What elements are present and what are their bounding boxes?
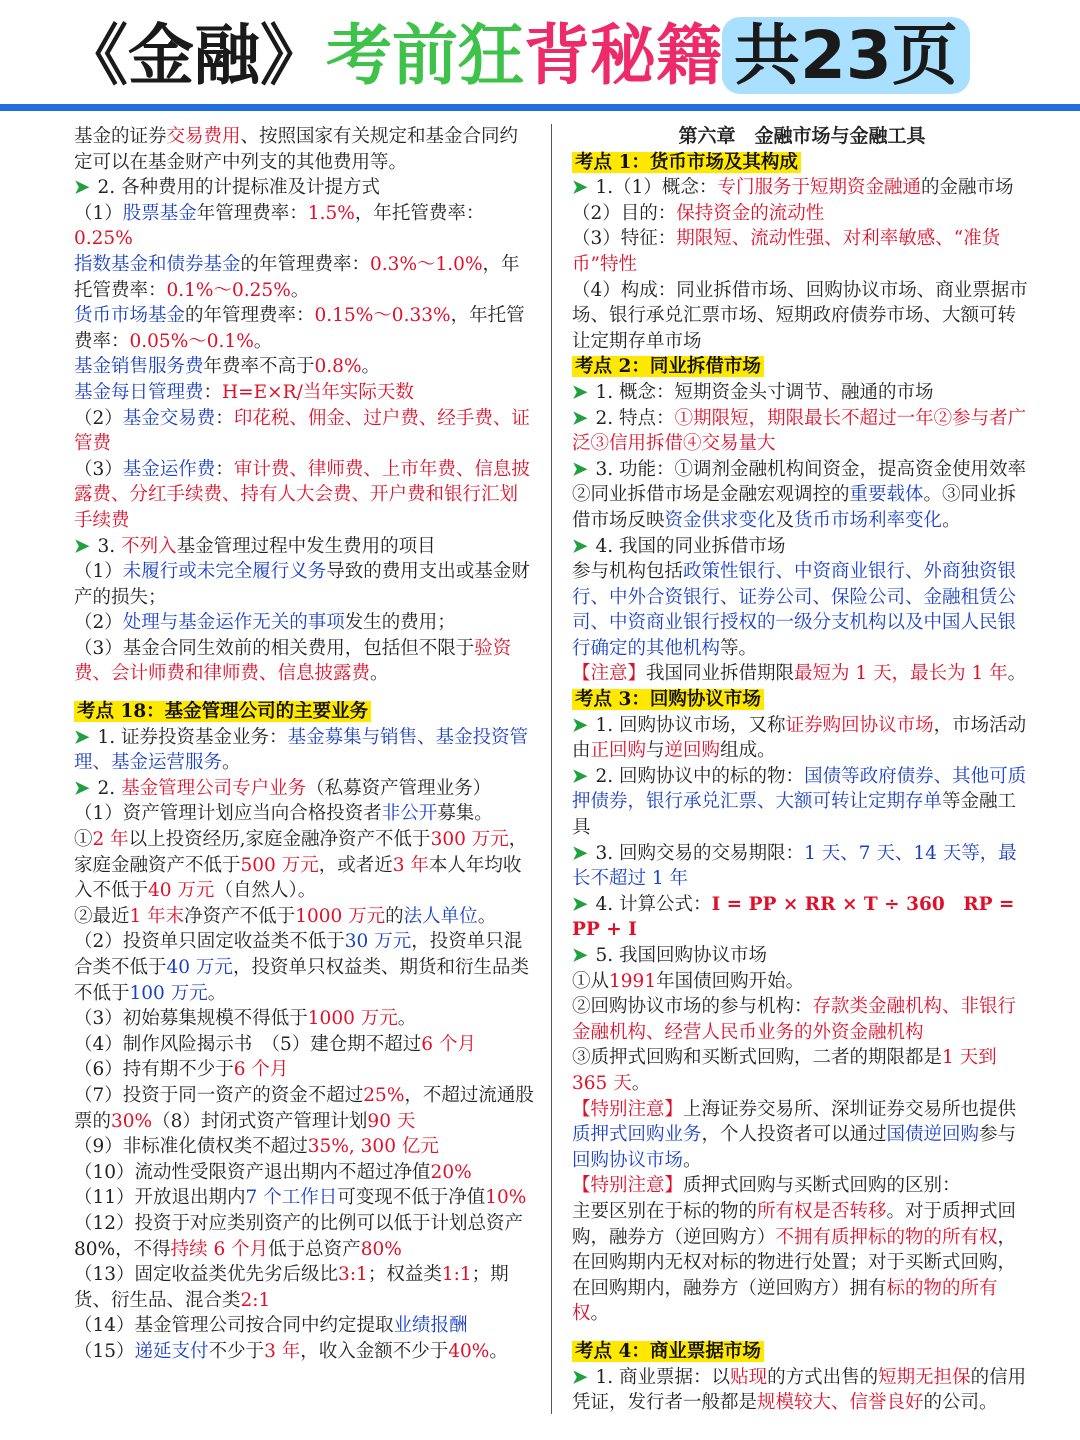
list-item: （3）基金运作费：审计费、律师费、上市年费、信息披露费、分红手续费、持有人大会费、开户费和银行汇划手续费 (74, 458, 530, 531)
list-item: （6）持有期不少于6 个月 (74, 1059, 289, 1081)
list-item: （2）目的：保持资金的流动性 (572, 202, 825, 224)
arrow-icon: ➤ (572, 714, 588, 736)
arrow-icon: ➤ (572, 381, 588, 403)
arrow-icon: ➤ (74, 777, 90, 799)
list-item: ➤ 1. 回购协议市场，又称证券购回协议市场，市场活动由正回购与逆回购组成。 (572, 714, 1027, 762)
chapter-title: 第六章 金融市场与金融工具 (678, 125, 926, 147)
list-item: （13）固定收益类优先劣后级比3:1；权益类1:1；期货、衍生品、混合类2:1 (74, 1264, 509, 1311)
list-item: ➤ 5. 我国回购协议市场 (572, 945, 768, 966)
list-item: （3）初始募集规模不得低于1000 万元。 (74, 1008, 417, 1030)
arrow-icon: ➤ (572, 765, 588, 787)
page-header (0, 0, 1080, 104)
list-item: ➤ 2. 各种费用的计提标准及计提方式 (74, 177, 381, 199)
list-item: 指数基金和债券基金的年管理费率：0.3%～1.0%，年托管费率：0.1%～0.25%。 (74, 253, 520, 301)
arrow-icon: ➤ (572, 842, 588, 864)
arrow-icon: ➤ (74, 726, 90, 748)
list-item: 基金销售服务费年费率不高于0.8%。 (74, 356, 381, 378)
section-heading: 考点 1：货币市场及其构成 (572, 150, 1032, 176)
list-item: ➤ 2. 回购协议中的标的物：国债等政府债券、其他可质押债券，银行承兑汇票、大额可转让定期存单等金融工具 (572, 765, 1027, 839)
right-column (572, 124, 1032, 1416)
list-item: ➤ 2. 基金管理公司专户业务（私募资产管理业务） (74, 777, 492, 799)
list-item: （1）未履行或未完全履行义务导致的费用支出或基金财产的损失； (74, 561, 530, 608)
list-item: ①2 年以上投资经历,家庭金融净资产不低于300 万元，家庭金融资产不低于500 万元，或者近3 年本人年均收入不低于40 万元（自然人）。 (74, 829, 528, 902)
list-item: （2）基金交易费：印花税、佣金、过户费、经手费、证管费 (74, 407, 530, 455)
note: 【注意】我国同业拆借期限最短为 1 天，最长为 1 年。 (572, 663, 1027, 685)
list-item: ③质押式回购和买断式回购，二者的期限都是1 天到 365 天。 (572, 1047, 997, 1094)
list-item: （9）非标准化债权类不超过35%, 300 亿元 (74, 1136, 439, 1158)
list-item: ➤ 4. 我国的同业拆借市场 (572, 535, 786, 557)
list-item: （12）投资于对应类别资产的比例可以低于计划总资产 80%，不得持续 6 个月低于总资产80% (74, 1212, 524, 1260)
list-item: ①从1991年国债回购开始。 (572, 970, 805, 992)
list-item: ➤ 3. 功能：①调剂金融机构间资金，提高资金使用效率②同业拆借市场是金融宏观调控的重要载体。③同业拆借市场反映资金供求变化及货币市场利率变化。 (572, 458, 1027, 531)
list-item: （1）资产管理计划应当向合格投资者非公开募集。 (74, 803, 493, 825)
list-item: 货币市场基金的年管理费率：0.15%～0.33%，年托管费率：0.05%～0.1%。 (74, 305, 525, 352)
list-item: 基金每日管理费：H=E×R/当年实际天数 (74, 381, 414, 403)
arrow-icon: ➤ (572, 945, 588, 966)
title-part-subject: 《金融》 (62, 17, 326, 94)
list-item: ➤ 3. 回购交易的交易期限：1 天、7 天、14 天等，最长不超过 1 年 (572, 842, 1017, 890)
list-item: （4）构成：同业拆借市场、回购协议市场、商业票据市场、银行承兑汇票市场、短期政府债券市场、大额可转让定期存单市场 (572, 279, 1028, 352)
arrow-icon: ➤ (74, 535, 90, 557)
list-item: （15）递延支付不少于3 年，收入金额不少于40%。 (74, 1340, 508, 1362)
list-item: （7）投资于同一资产的资金不超过25%，不超过流通股票的30%（8）封闭式资产管理计划90 天 (74, 1084, 534, 1132)
note: 【特别注意】上海证券交易所、深圳证券交易所也提供质押式回购业务，个人投资者可以通过国债逆回购参与回购协议市场。 (572, 1098, 1017, 1171)
list-item: （2）投资单只固定收益类不低于30 万元，投资单只混合类不低于40 万元，投资单只权益类、期货和衍生品类不低于100 万元。 (74, 931, 529, 1004)
header-rule (0, 104, 1080, 111)
arrow-icon: ➤ (572, 458, 588, 480)
left-column (74, 124, 536, 1365)
text-line: 基金的证券交易费用、按照国家有关规定和基金合同约定可以在基金财产中列支的其他费用等。 (74, 126, 519, 173)
title-part-crazy: 狂 (458, 17, 524, 94)
title-part-exam: 考前 (326, 17, 458, 94)
section-heading: 考点 4：商业票据市场 (572, 1339, 1032, 1365)
column-divider (551, 124, 552, 1414)
list-item: ②回购协议市场的参与机构：存款类金融机构、非银行金融机构、经营人民币业务的外资金融机构 (572, 996, 1017, 1043)
list-item: ➤ 1. 证券投资基金业务：基金募集与销售、基金投资管理、基金运营服务。 (74, 726, 529, 774)
title-part-pages-badge: 共23页 (722, 17, 970, 94)
list-item: （10）流动性受限资产退出期内不超过净值20% (74, 1161, 472, 1183)
section-heading: 考点 18：基金管理公司的主要业务 (74, 699, 536, 725)
list-item: 主要区别在于标的物的所有权是否转移。对于质押式回购，融券方（逆回购方）不拥有质押标的物的所有权，在回购期内无权对标的物进行处置；对于买断式回购，在回购期内，融券方（逆回购方）拥有标的物的所有权。 (572, 1200, 1017, 1325)
arrow-icon: ➤ (572, 893, 588, 915)
arrow-icon: ➤ (572, 1366, 588, 1388)
list-item: （14）基金管理公司按合同中约定提取业绩报酬 (74, 1315, 468, 1337)
list-item: ➤ 1.（1）概念：专门服务于短期资金融通的金融市场 (572, 177, 1014, 199)
arrow-icon: ➤ (74, 177, 90, 199)
list-item: （11）开放退出期内7 个工作日可变现不低于净值10% (74, 1187, 527, 1209)
note: 【特别注意】质押式回购与买断式回购的区别： (572, 1175, 961, 1197)
arrow-icon: ➤ (572, 177, 588, 199)
list-item: （4）制作风险揭示书 （5）建仓期不超过6 个月 (74, 1033, 476, 1055)
list-item: 参与机构包括政策性银行、中资商业银行、外商独资银行、中外合资银行、证券公司、保险公司、金融租赁公司、中资商业银行授权的一级分支机构以及中国人民银行确定的其他机构等。 (572, 561, 1017, 659)
list-item: ➤ 3. 不列入基金管理过程中发生费用的项目 (74, 535, 436, 557)
list-item: ②最近1 年末净资产不低于1000 万元的法人单位。 (74, 905, 497, 927)
list-item: （1）股票基金年管理费率：1.5%，年托管费率：0.25% (74, 202, 485, 250)
page-title (62, 10, 970, 102)
section-heading: 考点 3：回购协议市场 (572, 687, 1032, 713)
arrow-icon: ➤ (572, 407, 588, 429)
list-item: （3）特征：期限短、流动性强、对利率敏感、“准货币”特性 (572, 228, 1001, 275)
arrow-icon: ➤ (572, 535, 588, 557)
section-heading: 考点 2：同业拆借市场 (572, 354, 1032, 380)
title-part-secret: 背秘籍 (524, 17, 722, 94)
list-item: （3）基金合同生效前的相关费用，包括但不限于验资费、会计师费和律师费、信息披露费。 (74, 637, 512, 685)
list-item: （2）处理与基金运作无关的事项发生的费用； (74, 612, 456, 634)
list-item: ➤ 2. 特点：①期限短，期限最长不超过一年②参与者广泛③信用拆借④交易量大 (572, 407, 1027, 455)
list-item: ➤ 1. 概念：短期资金头寸调节、融通的市场 (572, 381, 934, 403)
list-item: ➤ 4. 计算公式：I = PP × RR × T ÷ 360 RP = PP + I (572, 893, 1015, 941)
list-item: ➤ 1. 商业票据：以贴现的方式出售的短期无担保的信用凭证，发行者一般都是规模较大、信誉良好的公司。 (572, 1366, 1027, 1414)
